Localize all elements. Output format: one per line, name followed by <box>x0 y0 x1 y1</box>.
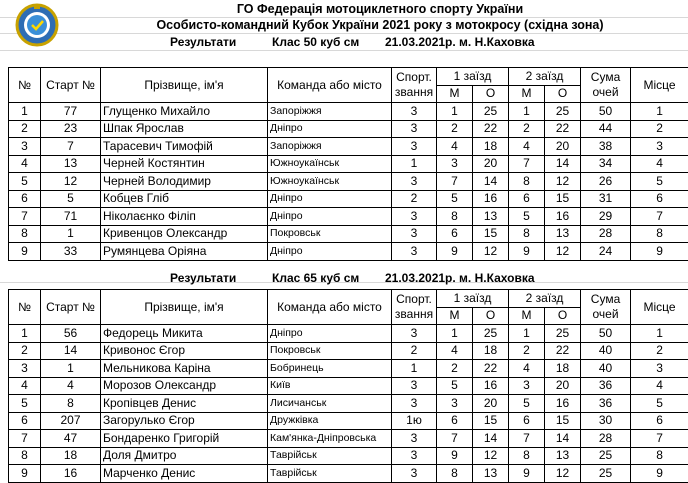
table-row <box>9 325 688 343</box>
cell-team: Лисичанськ <box>268 395 392 413</box>
cell-race1-o: 16 <box>473 190 509 208</box>
section-1-date-place: 21.03.2021р. м. Н.Каховка <box>385 35 535 49</box>
cell-race2-o: 25 <box>545 103 581 121</box>
federation-logo <box>15 3 59 47</box>
cell-name: Кривенцов Олександр <box>101 225 268 243</box>
cell-race1-m: 3 <box>437 395 473 413</box>
cell-num: 2 <box>9 120 41 138</box>
cell-num: 8 <box>9 447 41 465</box>
cell-rank: 3 <box>392 377 437 395</box>
col-rank-header <box>392 290 437 325</box>
section-2-label: Результати <box>170 271 236 285</box>
cell-race2-m: 4 <box>509 138 545 156</box>
cell-race1-o: 25 <box>473 103 509 121</box>
cell-race2-m: 8 <box>509 173 545 191</box>
cell-race2-o: 22 <box>545 342 581 360</box>
cell-rank: 3 <box>392 430 437 448</box>
cell-rank: 3 <box>392 103 437 121</box>
cell-race2-m: 8 <box>509 447 545 465</box>
col-place-header: Місце <box>631 290 688 325</box>
cell-race2-o: 12 <box>545 173 581 191</box>
cell-race1-m: 4 <box>437 342 473 360</box>
cell-sum: 36 <box>581 377 631 395</box>
cell-rank: 3 <box>392 138 437 156</box>
cell-start: 12 <box>41 173 101 191</box>
race2-o-header: О <box>545 307 581 325</box>
cell-num: 4 <box>9 377 41 395</box>
cell-start: 56 <box>41 325 101 343</box>
cell-place: 6 <box>631 190 688 208</box>
cell-sum: 29 <box>581 208 631 226</box>
cell-name: Тарасевич Тимофій <box>101 138 268 156</box>
cell-start: 14 <box>41 342 101 360</box>
cell-team: Южноукаїнськ <box>268 155 392 173</box>
cell-race1-o: 20 <box>473 395 509 413</box>
table-row <box>9 342 688 360</box>
sum-header-line2: очей <box>593 307 619 321</box>
cell-race2-o: 15 <box>545 190 581 208</box>
cell-race2-o: 16 <box>545 395 581 413</box>
cell-team: Київ <box>268 377 392 395</box>
cell-start: 23 <box>41 120 101 138</box>
cell-team: Запоріжжя <box>268 138 392 156</box>
results-table-class-65 <box>8 289 688 483</box>
cell-sum: 24 <box>581 243 631 261</box>
cell-sum: 44 <box>581 120 631 138</box>
cell-team: Запоріжжя <box>268 103 392 121</box>
cell-name: Мельникова Каріна <box>101 360 268 378</box>
cell-num: 8 <box>9 225 41 243</box>
results-table-class-50 <box>8 67 688 261</box>
cell-race2-m: 7 <box>509 155 545 173</box>
table-row <box>9 120 688 138</box>
cell-place: 3 <box>631 138 688 156</box>
col-sum-header <box>581 290 631 325</box>
cell-race2-m: 4 <box>509 360 545 378</box>
cell-rank: 3 <box>392 173 437 191</box>
cell-rank: 1 <box>392 360 437 378</box>
table-row <box>9 208 688 226</box>
col-team-header: Команда або місто <box>268 68 392 103</box>
cell-rank: 3 <box>392 208 437 226</box>
col-race1-header: 1 заїзд <box>437 68 509 86</box>
table-header-row <box>9 290 688 308</box>
table-row <box>9 360 688 378</box>
cell-sum: 30 <box>581 412 631 430</box>
cell-sum: 34 <box>581 155 631 173</box>
cell-race1-m: 9 <box>437 447 473 465</box>
cell-rank: 3 <box>392 325 437 343</box>
rank-header-line1: Спорт. <box>396 292 432 306</box>
cell-name: Кропівцев Денис <box>101 395 268 413</box>
cell-start: 1 <box>41 360 101 378</box>
col-name-header: Прізвище, ім'я <box>101 68 268 103</box>
table-row <box>9 190 688 208</box>
cell-num: 6 <box>9 190 41 208</box>
cell-name: Ніколаєнко Філіп <box>101 208 268 226</box>
cell-race2-m: 9 <box>509 465 545 483</box>
cell-race2-o: 16 <box>545 208 581 226</box>
cell-race1-m: 7 <box>437 430 473 448</box>
cell-rank: 3 <box>392 395 437 413</box>
cell-name: Черней Володимир <box>101 173 268 191</box>
cell-race2-o: 18 <box>545 360 581 378</box>
cell-race1-o: 14 <box>473 173 509 191</box>
cell-rank: 3 <box>392 225 437 243</box>
cell-start: 207 <box>41 412 101 430</box>
cell-place: 8 <box>631 225 688 243</box>
cell-place: 9 <box>631 243 688 261</box>
cell-sum: 40 <box>581 342 631 360</box>
cell-name: Кривонос Єгор <box>101 342 268 360</box>
cell-sum: 50 <box>581 325 631 343</box>
col-sum-header <box>581 68 631 103</box>
cell-num: 5 <box>9 395 41 413</box>
col-start-header: Старт № <box>41 290 101 325</box>
cell-name: Глущенко Михайло <box>101 103 268 121</box>
cell-place: 1 <box>631 325 688 343</box>
sum-header-line1: Сума <box>591 70 620 84</box>
cell-start: 1 <box>41 225 101 243</box>
table-row <box>9 447 688 465</box>
cell-num: 6 <box>9 412 41 430</box>
cell-rank: 3 <box>392 447 437 465</box>
cell-name: Кобцев Гліб <box>101 190 268 208</box>
cell-place: 5 <box>631 395 688 413</box>
race2-m-header: М <box>509 307 545 325</box>
table-row <box>9 138 688 156</box>
cell-start: 4 <box>41 377 101 395</box>
cell-start: 71 <box>41 208 101 226</box>
col-start-header: Старт № <box>41 68 101 103</box>
cell-race1-m: 8 <box>437 208 473 226</box>
cell-race1-m: 3 <box>437 155 473 173</box>
cell-place: 4 <box>631 377 688 395</box>
cell-race1-o: 13 <box>473 465 509 483</box>
cell-name: Марченко Денис <box>101 465 268 483</box>
cell-sum: 26 <box>581 173 631 191</box>
cell-start: 16 <box>41 465 101 483</box>
cell-race2-m: 5 <box>509 395 545 413</box>
cell-team: Кам'янка-Дніпровська <box>268 430 392 448</box>
table-row <box>9 377 688 395</box>
cell-place: 1 <box>631 103 688 121</box>
table-row <box>9 173 688 191</box>
cell-start: 13 <box>41 155 101 173</box>
cell-race1-o: 16 <box>473 377 509 395</box>
cell-race1-o: 25 <box>473 325 509 343</box>
table-row <box>9 103 688 121</box>
cell-num: 9 <box>9 465 41 483</box>
rank-header-line2: звання <box>395 307 433 321</box>
col-name-header: Прізвище, ім'я <box>101 290 268 325</box>
cell-num: 2 <box>9 342 41 360</box>
col-race1-header: 1 заїзд <box>437 290 509 308</box>
cell-race2-m: 2 <box>509 120 545 138</box>
table-row <box>9 465 688 483</box>
cell-team: Таврійськ <box>268 465 392 483</box>
cell-start: 33 <box>41 243 101 261</box>
cell-race1-m: 5 <box>437 190 473 208</box>
section-2-class: Клас 65 куб см <box>272 271 359 285</box>
cell-name: Бондаренко Григорій <box>101 430 268 448</box>
cell-start: 7 <box>41 138 101 156</box>
cell-num: 5 <box>9 173 41 191</box>
race2-m-header: М <box>509 85 545 103</box>
cell-start: 18 <box>41 447 101 465</box>
cell-race2-m: 3 <box>509 377 545 395</box>
cell-name: Черней Костянтин <box>101 155 268 173</box>
table-row <box>9 225 688 243</box>
col-race2-header: 2 заїзд <box>509 290 581 308</box>
cell-team: Дніпро <box>268 243 392 261</box>
cell-sum: 28 <box>581 430 631 448</box>
cell-place: 5 <box>631 173 688 191</box>
cell-race1-o: 14 <box>473 430 509 448</box>
cell-race1-m: 5 <box>437 377 473 395</box>
cell-sum: 38 <box>581 138 631 156</box>
cell-name: Доля Дмитро <box>101 447 268 465</box>
cell-race1-o: 13 <box>473 208 509 226</box>
cell-place: 7 <box>631 208 688 226</box>
cell-place: 2 <box>631 342 688 360</box>
cell-place: 7 <box>631 430 688 448</box>
table-header-row <box>9 68 688 86</box>
cell-race2-o: 22 <box>545 120 581 138</box>
cell-race2-m: 9 <box>509 243 545 261</box>
cell-rank: 1ю <box>392 412 437 430</box>
cell-race1-m: 6 <box>437 412 473 430</box>
cell-team: Дніпро <box>268 208 392 226</box>
cell-race1-m: 2 <box>437 120 473 138</box>
cell-place: 3 <box>631 360 688 378</box>
col-num-header: № <box>9 68 41 103</box>
cell-start: 8 <box>41 395 101 413</box>
cell-race1-o: 12 <box>473 447 509 465</box>
cell-team: Дніпро <box>268 325 392 343</box>
section-1-label: Результати <box>170 35 236 49</box>
cell-race2-m: 2 <box>509 342 545 360</box>
cell-race2-o: 20 <box>545 138 581 156</box>
cell-num: 1 <box>9 325 41 343</box>
cell-race2-m: 7 <box>509 430 545 448</box>
cell-num: 4 <box>9 155 41 173</box>
cell-num: 3 <box>9 138 41 156</box>
col-num-header: № <box>9 290 41 325</box>
race1-o-header: О <box>473 307 509 325</box>
rank-header-line1: Спорт. <box>396 70 432 84</box>
cell-start: 77 <box>41 103 101 121</box>
cell-name: Шпак Ярослав <box>101 120 268 138</box>
cell-race2-o: 12 <box>545 243 581 261</box>
cell-race2-o: 12 <box>545 465 581 483</box>
cell-race1-o: 15 <box>473 225 509 243</box>
org-title: ГО Федерація мотоциклетного спорту України <box>100 2 660 16</box>
cell-team: Покровськ <box>268 342 392 360</box>
cell-team: Дніпро <box>268 120 392 138</box>
cell-race1-m: 2 <box>437 360 473 378</box>
cell-place: 4 <box>631 155 688 173</box>
event-title: Особисто-командний Кубок України 2021 року з мотокросу (східна зона) <box>100 18 660 32</box>
cell-team: Бобринець <box>268 360 392 378</box>
cell-name: Морозов Олександр <box>101 377 268 395</box>
cell-name: Загорулько Єгор <box>101 412 268 430</box>
race1-m-header: М <box>437 307 473 325</box>
cell-place: 8 <box>631 447 688 465</box>
cell-race1-o: 18 <box>473 138 509 156</box>
race2-o-header: О <box>545 85 581 103</box>
rank-header-line2: звання <box>395 85 433 99</box>
cell-race2-m: 1 <box>509 103 545 121</box>
cell-start: 5 <box>41 190 101 208</box>
cell-name: Румянцева Оріяна <box>101 243 268 261</box>
cell-race2-o: 25 <box>545 325 581 343</box>
cell-rank: 1 <box>392 155 437 173</box>
cell-race1-m: 9 <box>437 243 473 261</box>
cell-race1-m: 4 <box>437 138 473 156</box>
cell-race1-m: 7 <box>437 173 473 191</box>
cell-race2-m: 5 <box>509 208 545 226</box>
section-2-date-place: 21.03.2021р. м. Н.Каховка <box>385 271 535 285</box>
cell-team: Дніпро <box>268 190 392 208</box>
cell-sum: 25 <box>581 465 631 483</box>
cell-race1-o: 22 <box>473 360 509 378</box>
cell-num: 9 <box>9 243 41 261</box>
cell-num: 3 <box>9 360 41 378</box>
cell-sum: 28 <box>581 225 631 243</box>
cell-race2-o: 14 <box>545 155 581 173</box>
cell-team: Южноукаїнськ <box>268 173 392 191</box>
cell-race2-m: 1 <box>509 325 545 343</box>
table-row <box>9 412 688 430</box>
cell-rank: 3 <box>392 120 437 138</box>
cell-num: 7 <box>9 208 41 226</box>
cell-race2-o: 15 <box>545 412 581 430</box>
cell-race1-o: 18 <box>473 342 509 360</box>
cell-rank: 2 <box>392 342 437 360</box>
cell-race1-o: 20 <box>473 155 509 173</box>
cell-race2-m: 6 <box>509 190 545 208</box>
cell-num: 1 <box>9 103 41 121</box>
section-1-class: Клас 50 куб см <box>272 35 359 49</box>
cell-race2-o: 13 <box>545 225 581 243</box>
col-place-header: Місце <box>631 68 688 103</box>
cell-race1-m: 1 <box>437 325 473 343</box>
cell-race1-m: 8 <box>437 465 473 483</box>
table-row <box>9 430 688 448</box>
col-team-header: Команда або місто <box>268 290 392 325</box>
cell-sum: 50 <box>581 103 631 121</box>
cell-sum: 31 <box>581 190 631 208</box>
cell-team: Таврійськ <box>268 447 392 465</box>
cell-race1-m: 6 <box>437 225 473 243</box>
race1-o-header: О <box>473 85 509 103</box>
cell-sum: 25 <box>581 447 631 465</box>
cell-rank: 3 <box>392 465 437 483</box>
cell-team: Дружківка <box>268 412 392 430</box>
cell-race2-m: 8 <box>509 225 545 243</box>
cell-race1-o: 12 <box>473 243 509 261</box>
sum-header-line2: очей <box>593 85 619 99</box>
cell-place: 6 <box>631 412 688 430</box>
cell-sum: 40 <box>581 360 631 378</box>
cell-race1-o: 22 <box>473 120 509 138</box>
cell-race2-o: 13 <box>545 447 581 465</box>
table-row <box>9 243 688 261</box>
cell-race2-o: 20 <box>545 377 581 395</box>
cell-place: 9 <box>631 465 688 483</box>
cell-place: 2 <box>631 120 688 138</box>
sum-header-line1: Сума <box>591 292 620 306</box>
cell-sum: 36 <box>581 395 631 413</box>
cell-start: 47 <box>41 430 101 448</box>
cell-team: Покровськ <box>268 225 392 243</box>
col-rank-header <box>392 68 437 103</box>
cell-race2-o: 14 <box>545 430 581 448</box>
table-row <box>9 395 688 413</box>
table-row <box>9 155 688 173</box>
cell-race2-m: 6 <box>509 412 545 430</box>
cell-race1-m: 1 <box>437 103 473 121</box>
cell-rank: 2 <box>392 190 437 208</box>
col-race2-header: 2 заїзд <box>509 68 581 86</box>
race1-m-header: М <box>437 85 473 103</box>
cell-race1-o: 15 <box>473 412 509 430</box>
cell-num: 7 <box>9 430 41 448</box>
cell-rank: 3 <box>392 243 437 261</box>
cell-name: Федорець Микита <box>101 325 268 343</box>
